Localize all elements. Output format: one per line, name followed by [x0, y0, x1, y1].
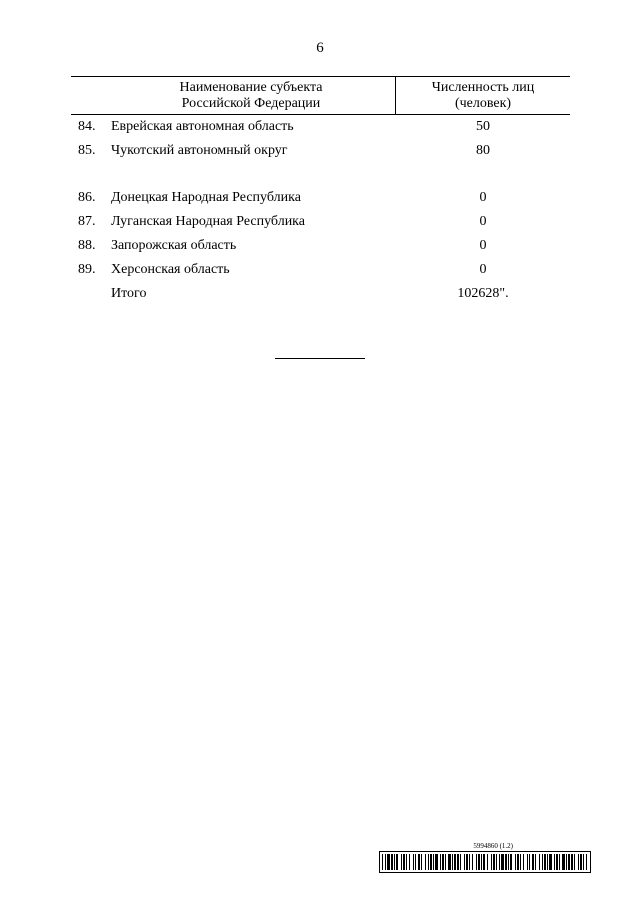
row-subject: Херсонская область [111, 262, 230, 277]
header-subject-name: Наименование субъекта Российской Федерации [71, 77, 396, 114]
row-subject: Запорожская область [111, 238, 237, 253]
row-count: 0 [479, 190, 487, 205]
page-number: 6 [316, 40, 324, 56]
total-row [71, 282, 570, 306]
barcode-block [379, 842, 591, 878]
table-row [71, 258, 570, 282]
table-row [71, 210, 570, 234]
closing-separator-line [275, 358, 365, 359]
row-subject: Донецкая Народная Республика [111, 190, 301, 205]
row-count: 0 [479, 238, 487, 253]
total-label: Итого [111, 286, 147, 301]
row-count: 80 [476, 143, 490, 158]
table-row [71, 186, 570, 210]
row-number: 89. [78, 262, 96, 277]
row-gap [71, 163, 570, 186]
table-row [71, 139, 570, 163]
row-number: 85. [78, 143, 96, 158]
table-row [71, 234, 570, 258]
row-number: 84. [78, 119, 96, 134]
header-person-count: Численность лиц (человек) [431, 79, 535, 111]
table-row [71, 115, 570, 139]
row-subject: Луганская Народная Республика [111, 214, 305, 229]
population-table [71, 76, 570, 306]
barcode-code: 5994860 (1.2) [473, 842, 513, 850]
row-count: 0 [479, 262, 487, 277]
table-header [71, 76, 570, 115]
row-number: 88. [78, 238, 96, 253]
barcode-image [379, 851, 591, 873]
row-count: 50 [476, 119, 490, 134]
row-number: 87. [78, 214, 96, 229]
row-subject: Чукотский автономный округ [111, 143, 288, 158]
row-count: 0 [479, 214, 487, 229]
table-body [71, 115, 570, 306]
total-value: 102628". [457, 286, 509, 301]
row-number: 86. [78, 190, 96, 205]
row-subject: Еврейская автономная область [111, 119, 294, 134]
